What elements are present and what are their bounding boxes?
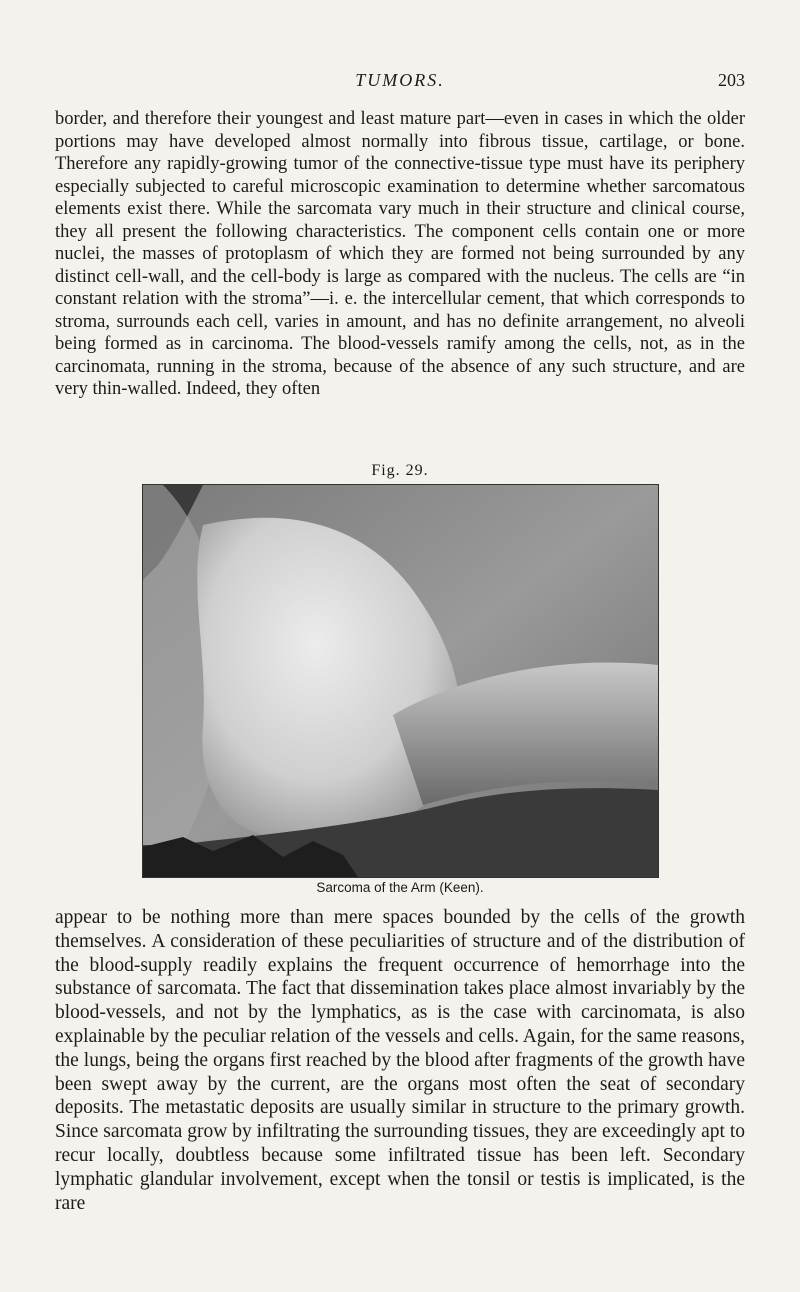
running-title: TUMORS. (355, 70, 445, 90)
figure-photograph (142, 484, 659, 878)
figure-caption: Sarcoma of the Arm (Keen). (316, 880, 484, 895)
body-text-top (55, 108, 745, 401)
body-text-bottom (55, 906, 745, 1215)
page-header (55, 70, 745, 100)
figure-label: Fig. 29. (371, 462, 429, 479)
sarcoma-photo-illustration (143, 485, 658, 877)
paragraph-top: border, and therefore their youngest and least mature part—even in cases in which the older portions may have developed almost normally into fibrous tissue, cartilage, or bone. Therefore any rapidly-growing tumor of the connective-tissue type must have its periphery especially subjected to careful microscopic examination to determine whether sarcomatous elements exist there. While the sarcomata vary much in their structure and clinical course, they all present the following characteristics. The component cells contain one or more nuclei, the masses of protoplasm of which they are formed not being surrounded by any distinct cell-wall, and the cell-body is large as compared with the nucleus. The cells are “in constant relation with the stroma”—i. e. the intercellular cement, that which corresponds to stroma, surrounds each cell, varies in amount, and has no definite arrangement, no alveoli being formed as in carcinoma. The blood-vessels ramify among the cells, not, as in the carcinomata, running in the stroma, because of the absence of any such structure, and are very thin-walled. Indeed, they often (55, 109, 745, 399)
paragraph-bottom: appear to be nothing more than mere spaces bounded by the cells of the growth themselves. A consideration of these peculiarities of structure and of the distribution of the blood-supply readily explains the frequent occurrence of hemorrhage into the substance of sarcomata. The fact that dissemination takes place almost invariably by the blood-vessels, and not by the lymphatics, as is the case with carcinomata, is also explainable by the peculiar relation of the vessels and cells. Again, for the same reasons, the lungs, being the organs first reached by the blood after fragments of the growth have been swept away by the current, are the organs most often the seat of secondary deposits. The metastatic deposits are usually similar in structure to the primary growth. Since sarcomata grow by infiltrating the surrounding tissues, they are exceedingly apt to recur locally, doubtless because some infiltrated tissue has been left. Secondary lymphatic glandular involvement, except when the tonsil or testis is implicated, is the rare (55, 907, 745, 1214)
page-number: 203 (718, 70, 745, 90)
